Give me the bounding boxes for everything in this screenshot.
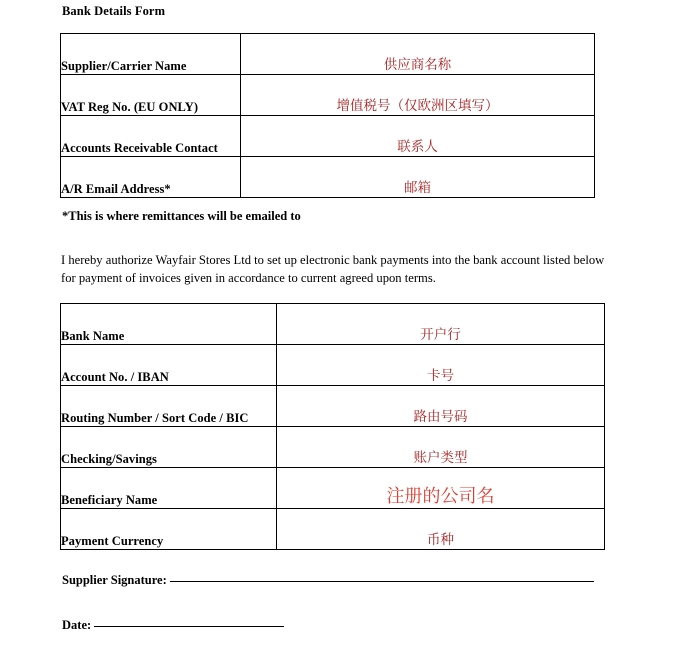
page-title: Bank Details Form bbox=[62, 4, 166, 18]
bank-value-cell-0[interactable] bbox=[277, 304, 605, 345]
table-row bbox=[61, 304, 605, 345]
bank-value-cell-1[interactable] bbox=[277, 345, 605, 386]
supplier-label-1: VAT Reg No. (EU ONLY) bbox=[61, 75, 241, 116]
bank-label-1: Account No. / IBAN bbox=[61, 345, 277, 386]
supplier-signature-row bbox=[62, 573, 594, 588]
bank-label-3: Checking/Savings bbox=[61, 427, 277, 468]
table-row bbox=[61, 386, 605, 427]
table-row bbox=[61, 75, 595, 116]
table-row bbox=[61, 345, 605, 386]
supplier-value-2: 联系人 bbox=[397, 139, 438, 155]
bank-value-3: 账户类型 bbox=[413, 450, 468, 466]
remittance-note: *This is where remittances will be emailed to bbox=[62, 209, 301, 223]
supplier-label-3: A/R Email Address* bbox=[61, 157, 241, 198]
supplier-value-cell-1[interactable] bbox=[241, 75, 595, 116]
supplier-value-1: 增值税号（仅欧洲区填写） bbox=[336, 98, 499, 114]
supplier-value-cell-3[interactable] bbox=[241, 157, 595, 198]
bank-value-cell-4[interactable] bbox=[277, 468, 605, 509]
table-row bbox=[61, 116, 595, 157]
bank-value-1: 卡号 bbox=[427, 368, 454, 384]
bank-value-0: 开户行 bbox=[420, 327, 461, 343]
supplier-value-cell-2[interactable] bbox=[241, 116, 595, 157]
bank-value-4: 注册的公司名 bbox=[386, 486, 495, 508]
bank-value-cell-3[interactable] bbox=[277, 427, 605, 468]
supplier-label-2: Accounts Receivable Contact bbox=[61, 116, 241, 157]
bank-value-cell-2[interactable] bbox=[277, 386, 605, 427]
bank-label-0: Bank Name bbox=[61, 304, 277, 345]
bank-label-5: Payment Currency bbox=[61, 509, 277, 550]
supplier-label-0: Supplier/Carrier Name bbox=[61, 34, 241, 75]
supplier-value-0: 供应商名称 bbox=[383, 57, 452, 73]
table-row bbox=[61, 509, 605, 550]
supplier-value-cell-0[interactable] bbox=[241, 34, 595, 75]
supplier-details-table bbox=[60, 33, 595, 198]
date-line[interactable] bbox=[94, 626, 284, 627]
table-row bbox=[61, 427, 605, 468]
supplier-signature-line[interactable] bbox=[170, 581, 594, 582]
bank-label-2: Routing Number / Sort Code / BIC bbox=[61, 386, 277, 427]
table-row bbox=[61, 157, 595, 198]
date-row bbox=[62, 618, 284, 633]
authorization-paragraph: I hereby authorize Wayfair Stores Ltd to set up electronic bank payments into the bank account listed below for payment of invoices given in accordance to current agreed upon terms. bbox=[61, 253, 605, 285]
bank-value-2: 路由号码 bbox=[413, 409, 468, 425]
bank-label-4: Beneficiary Name bbox=[61, 468, 277, 509]
date-label: Date: bbox=[62, 618, 92, 632]
table-row bbox=[61, 468, 605, 509]
bank-details-table bbox=[60, 303, 605, 550]
bank-value-5: 币种 bbox=[427, 532, 454, 548]
table-row bbox=[61, 34, 595, 75]
supplier-signature-label: Supplier Signature: bbox=[62, 573, 167, 587]
supplier-value-3: 邮箱 bbox=[404, 180, 431, 196]
bank-value-cell-5[interactable] bbox=[277, 509, 605, 550]
